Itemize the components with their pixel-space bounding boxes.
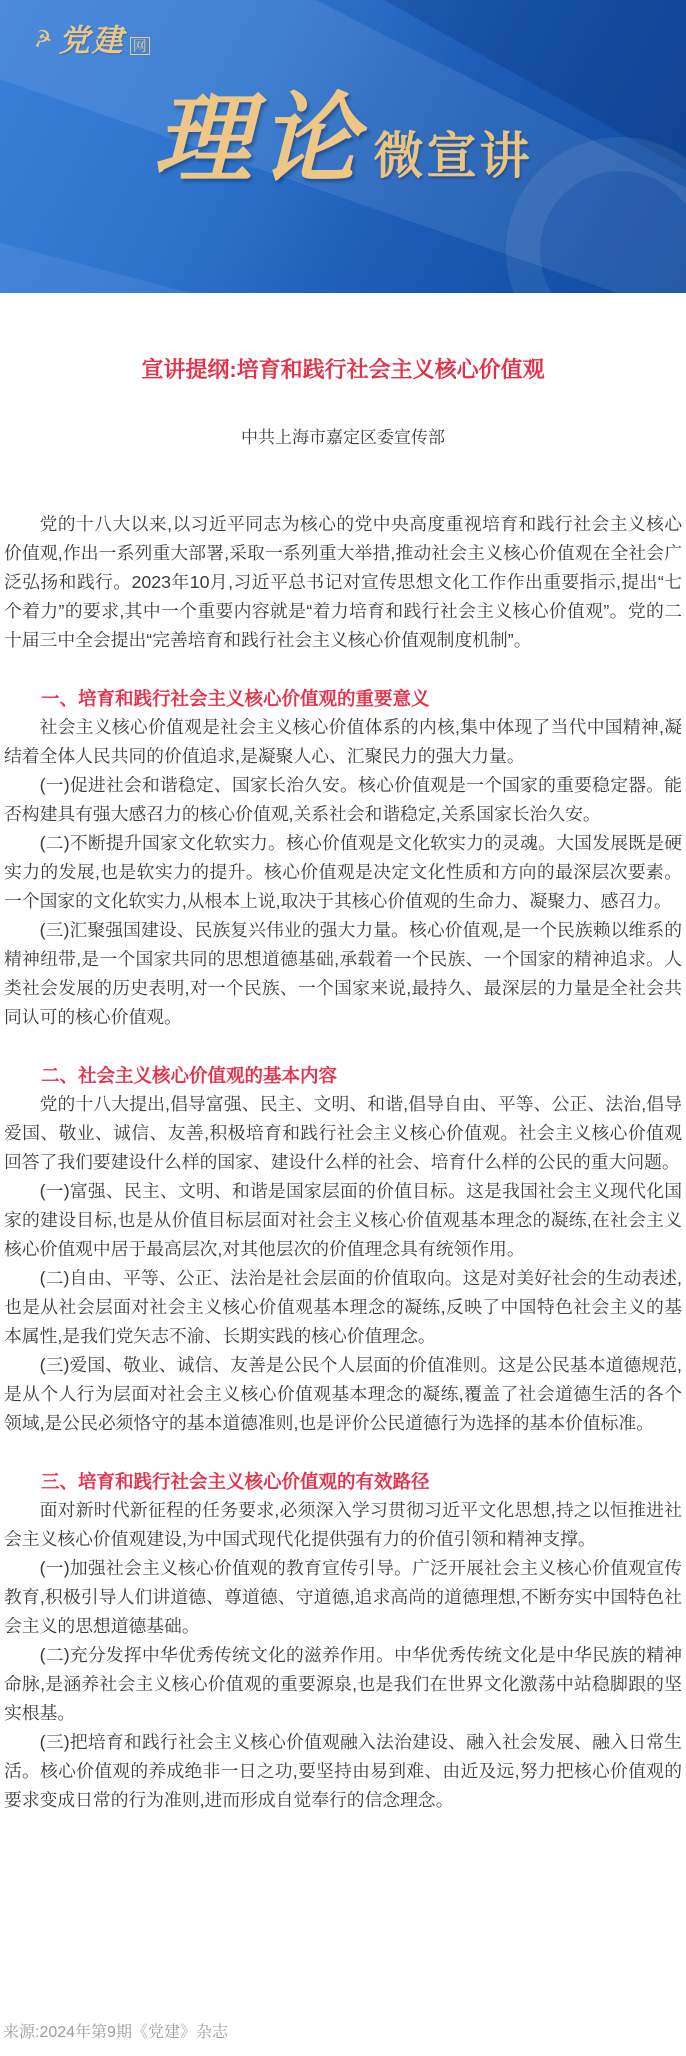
site-logo — [30, 23, 150, 59]
site-logo-boxed-char: 网 — [130, 37, 150, 55]
paragraph: (一)促进社会和谐稳定、国家长治久安。核心价值观是一个国家的重要稳定器。能否构建具有强大感召力的核心价值观,关系社会和谐稳定,关系国家长治久安。 — [4, 775, 682, 824]
paragraph: 面对新时代新征程的任务要求,必须深入学习贯彻习近平文化思想,持之以恒推进社会主义核心价值观建设,为中国式现代化提供强有力的价值引领和精神支撑。 — [4, 1500, 682, 1549]
article-byline: 中共上海市嘉定区委宣传部 — [241, 428, 445, 447]
paragraph: (三)爱国、敬业、诚信、友善是公民个人层面的价值准则。这是公民基本道德规范,是从个人行为层面对社会主义核心价值观基本理念的凝练,覆盖了社会道德生活的各个领域,是公民必须恪守的基本道德准则,也是评价公民道德行为选择的基本价值标准。 — [4, 1355, 682, 1433]
paragraph: (二)充分发挥中华优秀传统文化的滋养作用。中华优秀传统文化是中华民族的精神命脉,是涵养社会主义核心价值观的重要源泉,也是我们在世界文化激荡中站稳脚跟的坚实根基。 — [4, 1645, 682, 1723]
section-heading-3: 三、培育和践行社会主义核心价值观的有效路径 — [41, 1471, 430, 1492]
paragraph: (三)汇聚强国建设、民族复兴伟业的强大力量。核心价值观,是一个民族赖以维系的精神纽带,是一个国家共同的思想道德基础,承载着一个民族、一个国家的精神追求。人类社会发展的历史表明,对一个民族、一个国家来说,最持久、最深层的力量是全社会共同认可的核心价值观。 — [4, 920, 682, 1027]
source-attribution: 来源:2024年第9期《党建》杂志 — [3, 2024, 228, 2041]
paragraph: 党的十八大提出,倡导富强、民主、文明、和谐,倡导自由、平等、公正、法治,倡导爱国、敬业、诚信、友善,积极培育和践行社会主义核心价值观。社会主义核心价值观回答了我们要建设什么样的国家、建设什么样的社会、培育什么样的公民的重大问题。 — [4, 1094, 682, 1172]
paragraph: (三)把培育和践行社会主义核心价值观融入法治建设、融入社会发展、融入日常生活。核心价值观的养成绝非一日之功,要坚持由易到难、由近及远,努力把核心价值观的要求变成日常的行为准则,进而形成自觉奉行的信念理念。 — [4, 1732, 682, 1810]
paragraph: (一)富强、民主、文明、和谐是国家层面的价值目标。这是我国社会主义现代化国家的建设目标,也是从价值目标层面对社会主义核心价值观基本理念的凝练,在社会主义核心价值观中居于最高层次,对其他层次的价值理念具有统领作用。 — [4, 1181, 682, 1259]
intro-paragraph: 党的十八大以来,以习近平同志为核心的党中央高度重视培育和践行社会主义核心价值观,作出一系列重大部署,采取一系列重大举措,推动社会主义核心价值观在全社会广泛弘扬和践行。2023年10月,习近平总书记对宣传思想文化工作作出重要指示,提出“七个着力”的要求,其中一个重要内容就是“着力培育和践行社会主义核心价值观”。党的二十届三中全会提出“完善培育和践行社会主义核心价值观制度机制”。 — [4, 514, 682, 650]
banner — [0, 0, 686, 293]
paragraph: (二)不断提升国家文化软实力。核心价值观是文化软实力的灵魂。大国发展既是硬实力的发展,也是软实力的提升。核心价值观是决定文化性质和方向的最深层次要素。一个国家的文化软实力,从根本上说,取决于其核心价值观的生命力、凝聚力、感召力。 — [4, 833, 682, 911]
section-heading-1: 一、培育和践行社会主义核心价值观的重要意义 — [41, 688, 430, 709]
site-logo-name: 党建 — [58, 23, 125, 59]
banner-title — [0, 84, 686, 197]
paragraph: (二)自由、平等、公正、法治是社会层面的价值取向。这是对美好社会的生动表述,也是从社会层面对社会主义核心价值观基本理念的凝练,反映了中国特色社会主义的基本属性,是我们党矢志不渝、长期实践的核心价值理念。 — [4, 1268, 682, 1346]
corner-streak-decoration — [0, 221, 190, 293]
article — [0, 293, 686, 1815]
party-emblem-icon: ☭ — [30, 25, 55, 54]
banner-title-calligraphy: 理论 — [153, 82, 366, 197]
paragraph: (一)加强社会主义核心价值观的教育宣传引导。广泛开展社会主义核心价值观宣传教育,积极引导人们讲道德、尊道德、守道德,追求高尚的道德理想,不断夯实中国特色社会主义的思想道德基础。 — [4, 1558, 682, 1636]
article-title: 宣讲提纲:培育和践行社会主义核心价值观 — [141, 357, 545, 382]
paragraph: 社会主义核心价值观是社会主义核心价值体系的内核,集中体现了当代中国精神,凝结着全体人民共同的价值追求,是凝聚人心、汇聚民力的强大力量。 — [4, 717, 682, 766]
article-body — [4, 510, 682, 1815]
section-heading-2: 二、社会主义核心价值观的基本内容 — [41, 1065, 338, 1086]
banner-title-suffix: 微宣讲 — [373, 128, 533, 184]
